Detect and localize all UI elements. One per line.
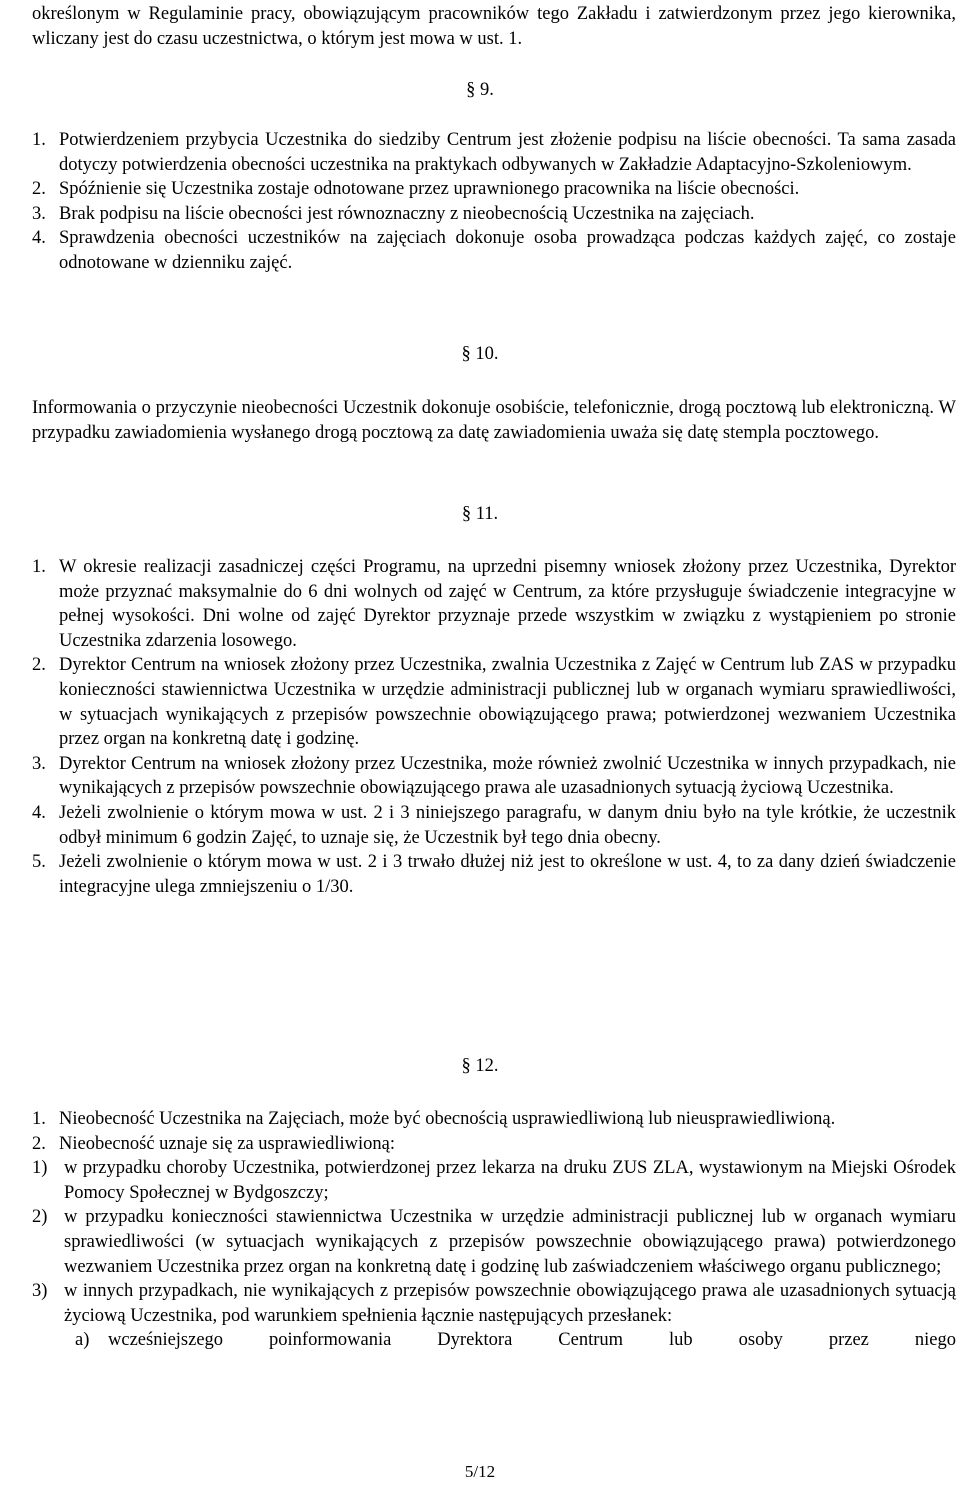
sub-sub-list-item (75, 1328, 956, 1353)
list-item (32, 1107, 956, 1132)
sub-item-number: 1) (32, 1158, 48, 1179)
section-11-items (0, 555, 960, 899)
sub-item-number: 2) (32, 1207, 48, 1228)
item-number: 5. (32, 852, 46, 873)
item-number: 2. (32, 179, 46, 200)
sub-item-text: w przypadku konieczności stawiennictwa Uczestnika w urzędzie administracji publicznej lub w organach wymiaru sprawiedliwości (w sytuacjach wynikających z przepisów powszechnie obowiązującego prawa) potwierdzonego wezwaniem Uczestnika przez organ na konkretną datę i godzinę lub zaświadczeniem właściwego organu publicznego; (64, 1207, 956, 1277)
item-text: Spóźnienie się Uczestnika zostaje odnotowane przez uprawnionego pracownika na liście obecności. (59, 179, 800, 200)
sub-list-item (32, 1156, 956, 1205)
item-text: Sprawdzenia obecności uczestników na zajęciach dokonuje osoba prowadząca podczas każdych zajęć, co zostaje odnotowane w dzienniku zajęć. (59, 228, 956, 273)
item-number: 2. (32, 655, 46, 676)
item-text: Dyrektor Centrum na wniosek złożony przez Uczestnika, może również zwolnić Uczestnika w innych przypadkach, nie wynikających z przepisów powszechnie obowiązującego prawa ale uzasadnionych sytuacją życiową Uczestnika. (59, 753, 956, 799)
item-number: 2. (32, 1133, 46, 1154)
list-item (32, 850, 956, 899)
item-text: Dyrektor Centrum na wniosek złożony przez Uczestnika, zwalnia Uczestnika z Zajęć w Centrum lub ZAS w przypadku konieczności stawiennictwa Uczestnika w urzędzie administracji publicznej lub w organach wymiaru sprawiedliwości, w sytuacjach wynikających z przepisów powszechnie obowiązującego prawa; potwierdzonej wezwaniem Uczestnika przez organ na konkretną datę i godzinę. (59, 655, 956, 750)
sub-item-text: w przypadku choroby Uczestnika, potwierdzonej przez lekarza na druku ZUS ZLA, wystawionym na Miejski Ośrodek Pomocy Społecznej w Bydgoszczy; (64, 1158, 956, 1203)
item-text: Nieobecność uznaje się za usprawiedliwioną: (59, 1133, 395, 1154)
list-item (32, 653, 956, 751)
list-item (32, 202, 956, 227)
item-text: W okresie realizacji zasadniczej części Programu, na uprzedni pisemny wniosek złożony przez Uczestnika, Dyrektor może przyznać maksymalnie do 6 dni wolnych od zajęć w Centrum, za które przysługuje świadczenie integracyjne w pełnej wysokości. Dni wolne od zajęć Dyrektor przyznaje przede wszystkim w związku z wystąpieniem po stronie Uczestnika zdarzenia losowego. (59, 557, 956, 651)
item-number: 4. (32, 228, 46, 249)
item-number: 4. (32, 802, 46, 823)
list-item (32, 752, 956, 801)
list-item (32, 177, 956, 202)
item-number: 1. (32, 557, 46, 577)
item-text: Jeżeli zwolnienie o którym mowa w ust. 2 i 3 niniejszego paragrafu, w danym dniu było na tyle krótkie, że uczestnik odbył minimum 6 godzin Zajęć, to uznaje się, że Uczestnik był tego dnia obecny. (59, 802, 956, 848)
section-10-body (0, 396, 960, 445)
section-heading-9: § 9. (466, 80, 494, 100)
section-heading-11: § 11. (461, 504, 499, 524)
section-heading-12: § 12. (461, 1056, 499, 1076)
section-12-items (0, 1107, 960, 1353)
item-number: 3. (32, 753, 46, 774)
sub-sub-item-number: a) (75, 1330, 90, 1351)
sub-sub-item-text: wcześniejszego poinformowania Dyrektora Centrum lub osoby przez niego (108, 1330, 956, 1351)
item-text: Nieobecność Uczestnika na Zajęciach, może być obecnością usprawiedliwioną lub nieusprawiedliwioną. (59, 1109, 836, 1129)
page-number: 5/12 (464, 1462, 496, 1481)
sub-list-item (32, 1279, 956, 1328)
section-9-items (0, 128, 960, 276)
item-text: Potwierdzeniem przybycia Uczestnika do siedziby Centrum jest złożenie podpisu na liście obecności. Ta sama zasada dotyczy potwierdzenia obecności uczestnika na praktykach odbywanych w Zakładzie Adaptacyjno-Szkoleniowym. (59, 130, 956, 175)
item-number: 1. (32, 1109, 46, 1129)
intro-paragraph: określonym w Regulaminie pracy, obowiązującym pracowników tego Zakładu i zatwierdzonym przez jego kierownika, wliczany jest do czasu uczestnictwa, o którym jest mowa w ust. 1. (32, 4, 956, 49)
section-heading-10: § 10. (461, 344, 499, 364)
list-item (32, 1132, 956, 1157)
list-item (32, 555, 956, 653)
sub-item-text: w innych przypadkach, nie wynikających z przepisów powszechnie obowiązującego prawa ale uzasadnionych sytuacją życiową Uczestnika, pod warunkiem spełnienia łącznie następujących przesłanek: (64, 1281, 956, 1326)
item-number: 1. (32, 130, 46, 150)
sub-item-number: 3) (32, 1281, 48, 1302)
list-item (32, 128, 956, 177)
item-number: 3. (32, 203, 46, 224)
item-text: Brak podpisu na liście obecności jest równoznaczny z nieobecnością Uczestnika na zajęciach. (59, 203, 755, 224)
list-item (32, 226, 956, 275)
list-item (32, 801, 956, 850)
sub-list-item (32, 1205, 956, 1279)
item-text: Jeżeli zwolnienie o którym mowa w ust. 2 i 3 trwało dłużej niż jest to określone w ust. 4, to za dany dzień świadczenie integracyjne ulega zmniejszeniu o 1/30. (59, 852, 956, 897)
section-10-paragraph: Informowania o przyczynie nieobecności Uczestnik dokonuje osobiście, telefonicznie, drogą pocztową lub elektroniczną. W przypadku zawiadomienia wysłanego drogą pocztową za datę zawiadomienia uważa się datę stempla pocztowego. (32, 398, 956, 443)
